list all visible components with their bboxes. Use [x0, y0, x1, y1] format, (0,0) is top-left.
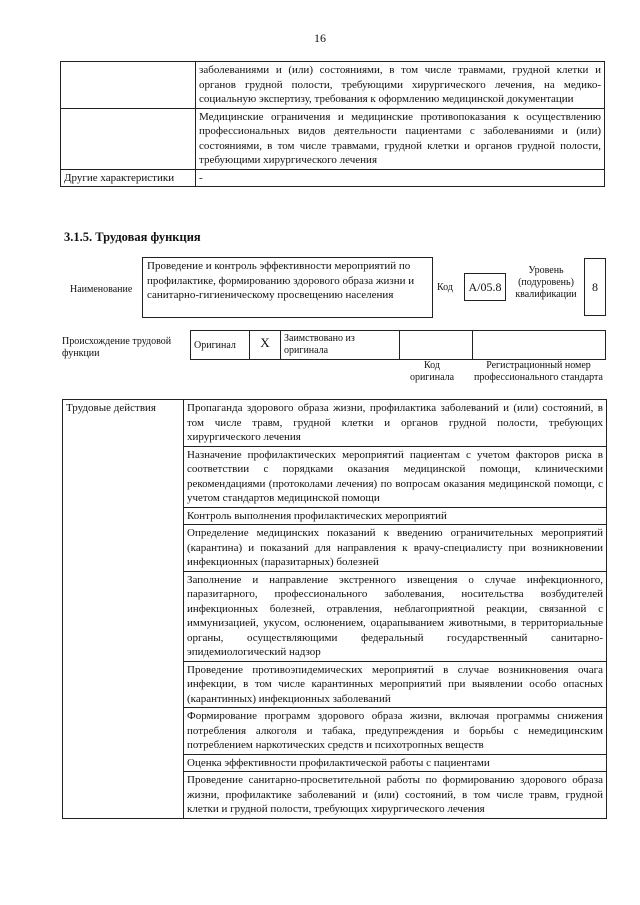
qualification-level-label: Уровень (подуровень) квалификации — [515, 265, 577, 300]
labor-actions-table — [62, 399, 607, 819]
labor-action-item: Назначение профилактических мероприятий пациентам с учетом факторов риска в соответствии с порядками оказания медицинской помощи, клиническими рекомендациями (протоколами лечения) по вопросам оказания медицинской помощи, с учетом стандартов медицинской помощи — [184, 446, 607, 507]
labor-action-item: Проведение противоэпидемических мероприятий в случае возникновения очага инфекции, в том числе карантинных мероприятий при выявлении особо опасных (карантинных) инфекционных заболеваний — [184, 661, 607, 708]
labor-action-item: Определение медицинских показаний к введению ограничительных мероприятий (карантина) и показаний для направления к врачу-специалисту при возникновении инфекционных (паразитарных) болезней — [184, 525, 607, 572]
row-label-empty — [61, 62, 196, 109]
table-row — [191, 331, 606, 360]
top-continuation-table — [60, 61, 605, 187]
table-row — [63, 400, 607, 447]
other-characteristics-label: Другие характеристики — [61, 169, 196, 187]
code-original-caption: Код оригинала — [409, 360, 455, 383]
name-label: Наименование — [70, 284, 133, 295]
labor-action-item: Заполнение и направление экстренного извещения о случае инфекционного, паразитарного, профессионального заболевания, носительства возбудителей инфекционных болезней, отравления, неблагоприятной реакции, связанной с иммунизацией, укусом, ослюнением, оцарапыванием животными, в территориальные органы, осуществляющими федеральный государственный санитарно-эпидемиологический надзор — [184, 571, 607, 661]
knowledge-item: Медицинские ограничения и медицинские противопоказания к осуществлению профессиональных видов деятельности пациентами с заболеваниями и (или) состояниями, в том числе травмами, грудной клетки и органов грудной полости, требующими хирургического лечения — [196, 108, 605, 169]
original-mark: X — [250, 331, 281, 360]
labor-action-item: Контроль выполнения профилактических мероприятий — [184, 507, 607, 525]
other-characteristics-value: - — [196, 169, 605, 187]
labor-action-item: Оценка эффективности профилактической работы с пациентами — [184, 754, 607, 772]
function-name-box: Проведение и контроль эффективности мероприятий по профилактике, формированию здорового образа жизни и санитарно-гигиеническому просвещению населения — [142, 257, 433, 318]
table-row — [61, 62, 605, 109]
knowledge-item: заболеваниями и (или) состояниями, в том числе травмами, грудной клетки и органов грудной полости, требующими хирургического лечения, на медико-социальную экспертизу, требования к оформлению медицинской документации — [196, 62, 605, 109]
code-label: Код — [437, 282, 453, 293]
borrowed-label-cell: Заимствовано из оригинала — [281, 331, 400, 360]
labor-action-item: Пропаганда здорового образа жизни, профилактика заболеваний и (или) состояний, в том числе травм, грудной клетки и органов грудной полости, требующих хирургического лечения — [184, 400, 607, 447]
labor-action-item: Проведение санитарно-просветительной работы по формированию здорового образа жизни, профилактике заболеваний и (или) состояний, в том числе травм, грудной клетки и грудной полости, требующих хирургического лечения — [184, 772, 607, 819]
section-heading: 3.1.5. Трудовая функция — [64, 230, 201, 244]
reg-number-cell — [473, 331, 606, 360]
labor-action-item: Формирование программ здорового образа жизни, включая программы снижения потребления алкоголя и табака, предупреждения и борьбы с немедицинским потреблением наркотических средств и психотропных веществ — [184, 708, 607, 755]
labor-actions-label: Трудовые действия — [63, 400, 184, 819]
original-label-cell: Оригинал — [191, 331, 250, 360]
code-original-cell — [400, 331, 473, 360]
table-row — [61, 169, 605, 187]
code-box: A/05.8 — [464, 273, 506, 301]
origin-row — [190, 330, 606, 360]
reg-number-caption: Регистрационный номер профессионального стандарта — [474, 360, 603, 383]
page-number: 16 — [314, 31, 326, 45]
row-label-empty — [61, 108, 196, 169]
qualification-level-box: 8 — [584, 258, 606, 316]
origin-label: Происхождение трудовой функции — [62, 336, 172, 359]
table-row — [61, 108, 605, 169]
